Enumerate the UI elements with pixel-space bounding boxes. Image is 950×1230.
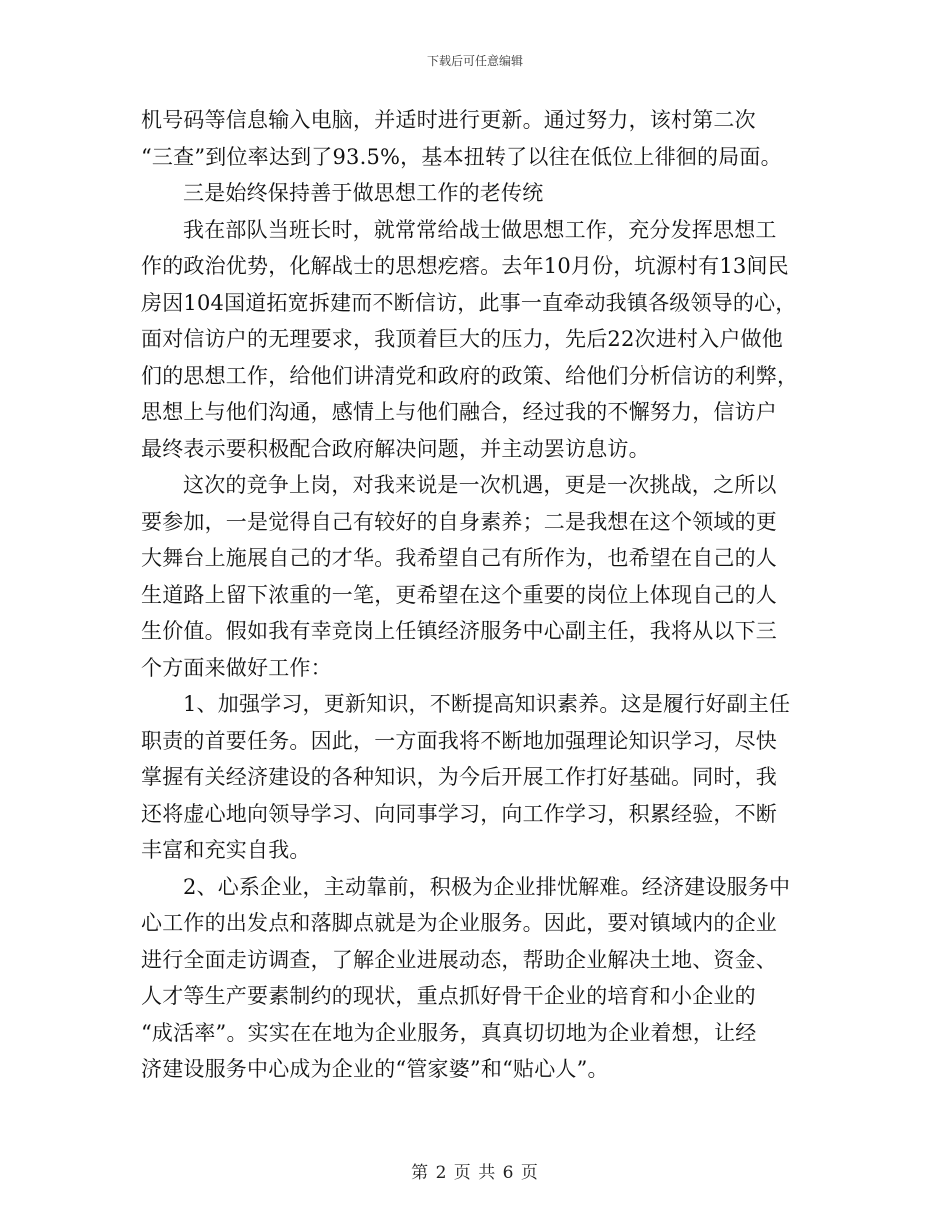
text-line: 这次的竞争上岗，对我来说是一次机遇，更是一次挑战，之所以 <box>183 473 777 497</box>
text-line: 2、心系企业，主动靠前，积极为企业排忧解难。经济建设服务中 <box>183 874 791 899</box>
text-line: 个方面来做好工作： <box>141 655 332 680</box>
text-line: 济建设服务中心成为企业的“管家婆”和“贴心人”。 <box>141 1057 609 1081</box>
text-line: 还将虚心地向领导学习、向同事学习，向工作学习，积累经验，不断 <box>141 801 777 826</box>
document-body <box>141 102 813 1088</box>
text-line: 生道路上留下浓重的一笔，更希望在这个重要的岗位上体现自己的人 <box>141 582 777 607</box>
text-line: 房因104国道拓宽拆建而不断信访，此事一直牵动我镇各级领导的心， <box>141 290 797 315</box>
text-line: 思想上与他们沟通，感情上与他们融合，经过我的不懈努力，信访户 <box>141 400 777 424</box>
text-line: 们的思想工作，给他们讲清党和政府的政策、给他们分析信访的利弊， <box>141 363 799 388</box>
section-heading: 三是始终保持善于做思想工作的老传统 <box>183 181 544 205</box>
page-header: 下载后可任意编辑 <box>426 54 523 68</box>
text-line: 丰富和充实自我。 <box>141 838 311 862</box>
text-line: “成活率”。实实在在地为企业服务，真真切切地为企业着想，让经 <box>141 1020 757 1045</box>
text-line: 要参加，一是觉得自己有较好的自身素养；二是我想在这个领域的更 <box>141 509 777 534</box>
text-line: 掌握有关经济建设的各种知识，为今后开展工作打好基础。同时，我 <box>141 765 777 789</box>
page-footer: 第 2 页 共 6 页 <box>411 1163 539 1183</box>
text-line: 进行全面走访调查，了解企业进展动态，帮助企业解决土地、资金、 <box>141 947 777 972</box>
text-line: 大舞台上施展自己的才华。我希望自己有所作为，也希望在自己的人 <box>141 546 777 570</box>
text-line: 面对信访户的无理要求，我顶着巨大的压力，先后22次进村入户做他 <box>141 327 783 351</box>
text-line: 我在部队当班长时，就常常给战士做思想工作，充分发挥思想工 <box>183 217 777 242</box>
text-line: 1、加强学习，更新知识，不断提高知识素养。这是履行好副主任 <box>183 692 791 716</box>
text-line: 机号码等信息输入电脑，并适时进行更新。通过努力，该村第二次 <box>141 108 756 132</box>
text-line: 生价值。假如我有幸竞岗上任镇经济服务中心副主任，我将从以下三 <box>141 619 777 643</box>
text-line: 心工作的出发点和落脚点就是为企业服务。因此，要对镇域内的企业 <box>141 911 777 935</box>
text-line: 作的政治优势，化解战士的思想疙瘩。去年10月份，坑源村有13间民 <box>141 254 789 278</box>
text-line: “三查”到位率达到了93.5%，基本扭转了以往在低位上徘徊的局面。 <box>141 144 782 169</box>
text-line: 职责的首要任务。因此，一方面我将不断地加强理论知识学习，尽快 <box>141 728 777 753</box>
text-line: 人才等生产要素制约的现状，重点抓好骨干企业的培育和小企业的 <box>141 984 756 1008</box>
text-line: 最终表示要积极配合政府解决问题，并主动罢访息访。 <box>141 436 650 461</box>
